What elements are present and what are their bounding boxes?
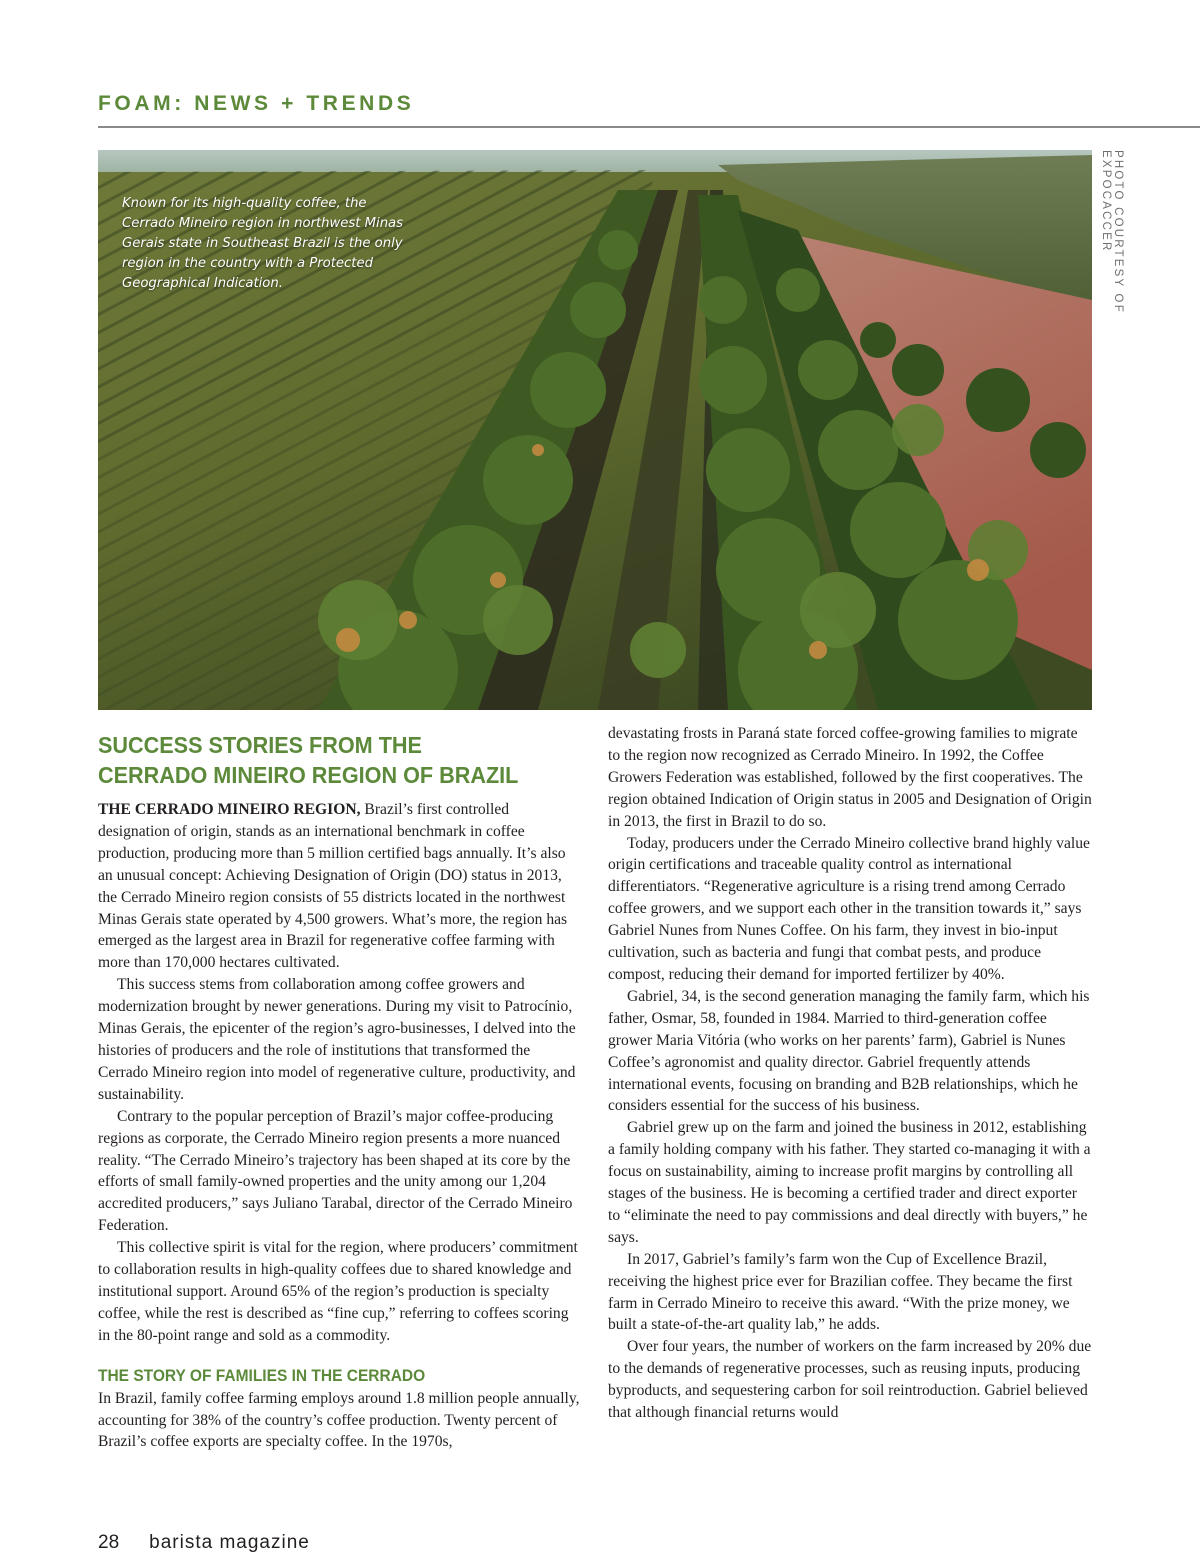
lead-in: THE CERRADO MINEIRO REGION, <box>98 801 361 818</box>
headline-line-2: CERRADO MINEIRO REGION OF BRAZIL <box>98 762 519 788</box>
article-column-right <box>608 723 1092 1424</box>
paragraph-1 <box>98 799 582 974</box>
paragraph-2: This success stems from collaboration among coffee growers and modernization brought by newer generations. During my visit to Patrocínio, Minas Gerais, the epicenter of the region’s agro-businesses, I delved into the histories of producers and the role of institutions that transformed the Cerrado Mineiro region into model of regenerative culture, productivity, and sustainability. <box>98 976 576 1103</box>
paragraph-11: Over four years, the number of workers on the farm increased by 20% due to the demands of regenerative processes, such as reusing inputs, producing byproducts, and sequestering carbon for soil reintroduction. Gabriel believed that although financial returns would <box>608 1338 1092 1422</box>
paragraph-9: Gabriel grew up on the farm and joined the business in 2012, establishing a family holding company with his father. They started co-managing it with a focus on sustainability, aiming to increase profit margins by controlling all stages of the business. He is becoming a certified trader and direct exporter to “eliminate the need to pay commissions and deal directly with buyers,” he says. <box>608 1119 1091 1246</box>
paragraph-7: Today, producers under the Cerrado Mineiro collective brand highly value origin certifications and traceable quality control as international differentiators. “Regenerative agriculture is a rising trend among Cerrado coffee growers, and we support each other in the transition towards it,” says Gabriel Nunes from Nunes Coffee. On his farm, they invest in bio-input cultivation, such as bacteria and fungi that combat pests, and produce compost, reducing their demand for imported fertilizer by 40%. <box>608 834 1090 983</box>
magazine-name: barista magazine <box>149 1532 310 1553</box>
section-header <box>98 88 1200 128</box>
paragraph-5: In Brazil, family coffee farming employs around 1.8 million people annually, accounting for 38% of the country’s coffee production. Twenty percent of Brazil’s coffee exports are specialty coffee. In the 1970s, <box>98 1389 580 1451</box>
paragraph-10: In 2017, Gabriel’s family’s farm won the Cup of Excellence Brazil, receiving the highest price ever for Brazilian coffee. They became the first farm in Cerrado Mineiro to receive this award. “With the prize money, we built a state-of-the-art quality lab,” he adds. <box>608 1250 1073 1334</box>
section-label: FOAM: NEWS + TRENDS <box>98 92 415 115</box>
headline-line-1: SUCCESS STORIES FROM THE <box>98 732 422 758</box>
photo-caption: Known for its high-quality coffee, the Cerrado Mineiro region in northwest Minas Gerais state in Southeast Brazil is the only region in the country with a Protected Geographical Indication. <box>122 196 404 291</box>
paragraph-4: This collective spirit is vital for the region, where producers’ commitment to collaboration results in high-quality coffees due to shared knowledge and institutional support. Around 65% of the region’s production is specialty coffee, while the rest is described as “fine cup,” referring to coffees scoring in the 80-point range and sold as a commodity. <box>98 1239 578 1344</box>
photo-credit: PHOTO COURTESY OF EXPOCACCER <box>1100 150 1124 314</box>
page-number: 28 <box>98 1532 120 1553</box>
paragraph-3: Contrary to the popular perception of Brazil’s major coffee-producing regions as corporate, the Cerrado Mineiro region presents a more nuanced reality. “The Cerrado Mineiro’s trajectory has been shaped at its core by the efforts of small family-owned properties and the unity among our 1,204 accredited producers,” says Juliano Tarabal, director of the Cerrado Mineiro Federation. <box>98 1107 573 1235</box>
article-headline <box>98 730 595 790</box>
page-footer <box>98 1532 310 1554</box>
aerial-coffee-farm-photo <box>98 150 1092 710</box>
paragraph-1-text: Brazil’s first controlled designation of origin, stands as an international benchmark in coffee production, producing more than 5 million certified bags annually. It’s also an unusual concept: Achieving Designation of Origin (DO) status in 2013, the Cerrado Mineiro region consists of 55 districts located in the northwest Minas Gerais state operated by 4,500 growers. What’s more, the region has emerged as the largest area in Brazil for regenerative coffee farming with more than 170,000 hectares cultivated. <box>98 801 568 972</box>
article-column-left <box>98 730 582 1453</box>
paragraph-6: devastating frosts in Paraná state forced coffee-growing families to migrate to the region now recognized as Cerrado Mineiro. In 1992, the Coffee Growers Federation was established, followed by the first cooperatives. The region obtained Indication of Origin status in 2005 and Designation of Origin in 2013, the first in Brazil to do so. <box>608 725 1092 830</box>
article-subhead: THE STORY OF FAMILIES IN THE CERRADO <box>98 1366 426 1385</box>
paragraph-8: Gabriel, 34, is the second generation managing the family farm, which his father, Osmar, 58, founded in 1984. Married to third-generation coffee grower Maria Vitória (who works on her parents’ farm), Gabriel is Nunes Coffee’s agronomist and quality director. Gabriel frequently attends international events, focusing on branding and B2B relationships, which he considers essential for the success of his business. <box>608 987 1090 1115</box>
